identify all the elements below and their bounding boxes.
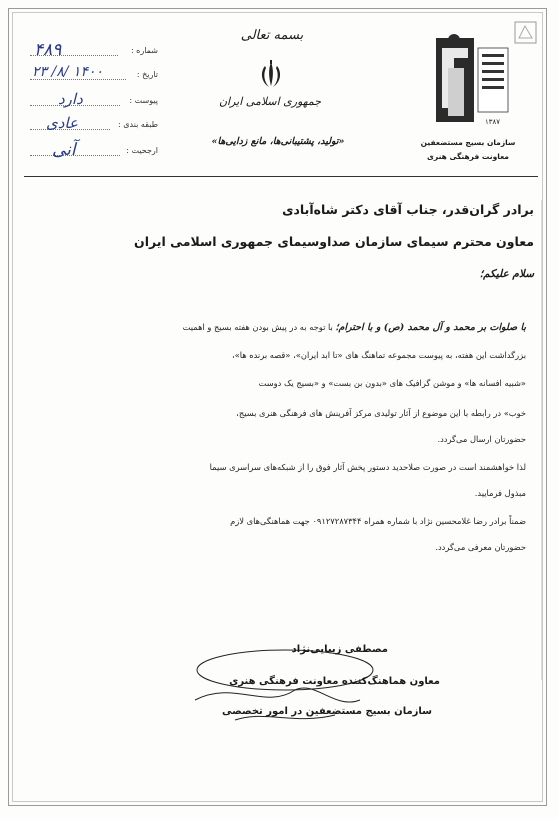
priority-value: آنی (52, 140, 76, 160)
signatory-org: سازمان بسیج مستضعفین در امور تخصصی (222, 706, 432, 717)
slogan: «تولید، پشتیبانی‌ها، مانع زدایی‌ها» (211, 136, 345, 147)
corner-stamp (513, 20, 538, 45)
classification-label: طبقه بندی : (118, 120, 158, 129)
addressee-line: برادر گران‌قدر، جناب آقای دکتر شاه‌آبادی (282, 202, 534, 217)
paragraph-line: لذا خواهشمند است در صورت صلاحدید دستور پخش آثار فوق را از شبکه‌های سراسری سیما (209, 462, 526, 472)
meta-attachment (30, 90, 158, 114)
opening-salutation: با صلوات بر محمد و آل محمد (ص) و با احترام؛ (335, 322, 526, 333)
org-block (398, 136, 538, 164)
edge-shadow (541, 200, 547, 680)
attachment-label: پیوست : (129, 96, 158, 105)
paragraph-text: با توجه به در پیش بودن هفته بسیج و اهمیت (182, 322, 336, 332)
date-label: تاریخ : (136, 70, 158, 79)
greeting: سلام علیکم؛ (479, 268, 534, 280)
basij-logo-icon (434, 28, 512, 132)
paragraph-line: بزرگداشت این هفته، به پیوست مجموعه تماهنگ های «تا ابد ایران»، «قصه برنده ها»، (231, 350, 526, 360)
header-divider (24, 176, 538, 177)
republic-title: جمهوری اسلامی ایران (218, 95, 322, 108)
date-value: ۱۴۰۰ /۸/ ۲۳ (32, 64, 103, 80)
addressee-title: معاون محترم سیمای سازمان صداوسیمای جمهوری اسلامی ایران (134, 234, 534, 249)
paragraph-line: خوب» در رابطه با این موضوع از آثار تولیدی مرکز آفرینش های فرهنگی هنری بسیج، (236, 408, 526, 418)
paragraph-line: ضمناً برادر رضا غلامحسین نژاد با شماره همراه ۰۹۱۲۷۲۸۷۳۴۴ جهت هماهنگی‌های لازم (230, 516, 526, 526)
paragraph-line: حضورتان ارسال می‌گردد. (437, 434, 526, 444)
priority-label: ارجحیت : (126, 146, 158, 155)
bismillah-heading: بسمه تعالی (240, 28, 304, 43)
iran-emblem-icon (258, 60, 284, 94)
paragraph-line (183, 322, 526, 333)
org-division: معاونت فرهنگی هنری (427, 152, 509, 161)
paragraph-line: مبذول فرمایید. (474, 488, 526, 498)
attachment-value: دارد (58, 90, 83, 108)
number-value: ۴۸۹ (34, 40, 62, 60)
signatory-title: معاون هماهنگ‌کننده معاونت فرهنگی هنری (229, 676, 440, 687)
signatory-name: مصطفی زیبایی‌نژاد (291, 644, 388, 655)
org-year: ۱۳۸۷ (485, 118, 501, 126)
number-label: شماره : (130, 46, 158, 55)
classification-value: عادی (46, 114, 78, 132)
meta-date (30, 64, 158, 88)
org-name: سازمان بسیج مستضعفین (420, 138, 516, 147)
meta-priority (30, 140, 158, 164)
meta-number (30, 40, 158, 64)
paragraph-line: حضورتان معرفی می‌گردد. (435, 542, 526, 552)
meta-classification (30, 114, 158, 138)
paragraph-line: «شبیه افسانه ها» و موشن گرافیک های «بدون بن بست» و «بسیج یک دوست (258, 378, 526, 388)
